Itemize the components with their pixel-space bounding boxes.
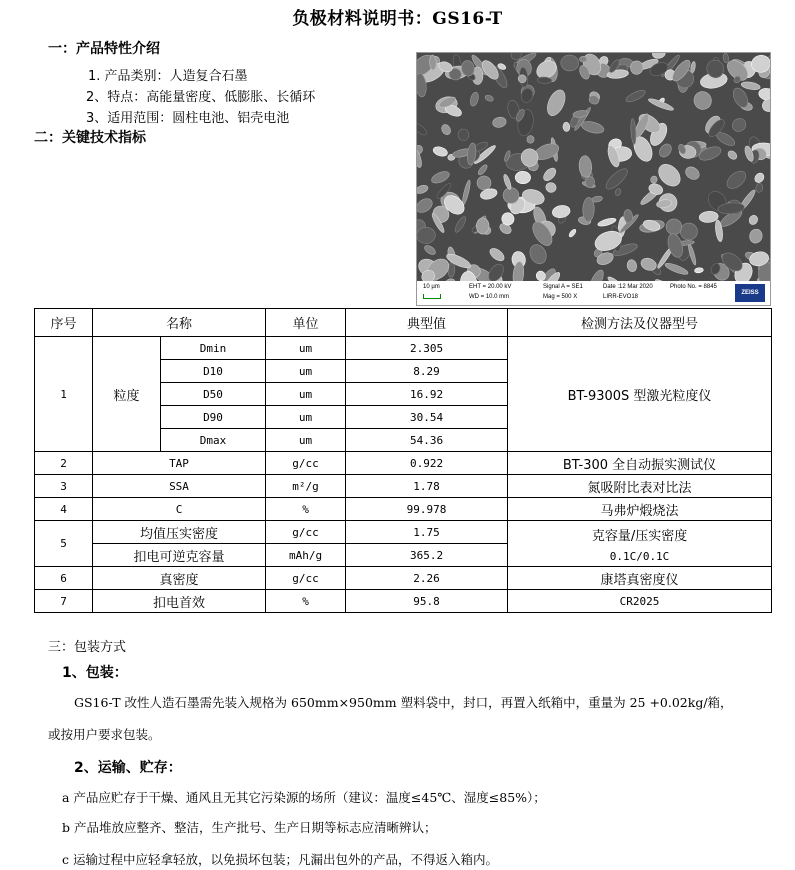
- row-number: 7: [35, 590, 93, 613]
- sem-scale-label: 10 µm: [423, 284, 440, 290]
- row-number: 5: [35, 521, 93, 567]
- unit-cell: m²/g: [266, 475, 346, 498]
- method-cell: 马弗炉煅烧法: [508, 498, 772, 521]
- sem-photo: [417, 53, 770, 281]
- storage-heading: 2、运输、贮存：: [74, 760, 182, 776]
- row-name: SSA: [93, 475, 266, 498]
- unit-cell: g/cc: [266, 521, 346, 544]
- method-cell: 康塔真密度仪: [508, 567, 772, 590]
- unit-cell: mAh/g: [266, 544, 346, 567]
- unit-cell: um: [266, 337, 346, 360]
- header-cell: 典型值: [346, 309, 508, 337]
- value-cell: 1.75: [346, 521, 508, 544]
- storage-item: c 运输过程中应轻拿轻放，以免损坏包装；凡漏出包外的产品，不得返入箱内。: [62, 852, 498, 867]
- unit-cell: um: [266, 429, 346, 452]
- value-cell: 95.8: [346, 590, 508, 613]
- header-cell: 序号: [35, 309, 93, 337]
- zeiss-logo: ZEISS: [735, 284, 765, 302]
- unit-cell: %: [266, 498, 346, 521]
- value-cell: 0.922: [346, 452, 508, 475]
- sem-scale-bar: [423, 294, 441, 299]
- row-name: TAP: [93, 452, 266, 475]
- sem-particle: [561, 55, 579, 71]
- feature-item: 3、适用范围：圆柱电池、铝壳电池: [86, 111, 290, 126]
- sub-name: D50: [161, 383, 266, 406]
- packaging-text: 或按用户要求包装。: [48, 727, 161, 742]
- row-number: 2: [35, 452, 93, 475]
- value-cell: 1.78: [346, 475, 508, 498]
- feature-item: 1. 产品类别：人造复合石墨: [88, 69, 248, 84]
- method-cell: BT-9300S 型激光粒度仪: [508, 337, 772, 452]
- method-line: 0.1C/0.1C: [609, 549, 670, 563]
- row-number: 6: [35, 567, 93, 590]
- value-cell: 30.54: [346, 406, 508, 429]
- row-number: 4: [35, 498, 93, 521]
- unit-cell: %: [266, 590, 346, 613]
- method-cell: [508, 521, 772, 567]
- table-header-row: [35, 309, 772, 337]
- value-cell: 54.36: [346, 429, 508, 452]
- sem-photo-no: Photo No. = 8845: [670, 284, 717, 290]
- storage-item: b 产品堆放应整齐、整洁，生产批号、生产日期等标志应清晰辨认；: [62, 820, 437, 835]
- method-line: 克容量/压实密度: [591, 528, 688, 544]
- spec-table: [34, 308, 772, 613]
- table-row: [35, 475, 772, 498]
- packaging-heading: 1、包装：: [62, 665, 128, 681]
- value-cell: 2.305: [346, 337, 508, 360]
- value-cell: 99.978: [346, 498, 508, 521]
- feature-item: 2、特点：高能量密度、低膨胀、长循环: [86, 90, 316, 105]
- header-cell: 名称: [93, 309, 266, 337]
- section-1-heading: 一：产品特性介绍: [48, 41, 160, 57]
- method-cell: BT-300 全自动振实测试仪: [508, 452, 772, 475]
- unit-cell: um: [266, 383, 346, 406]
- sub-name: D90: [161, 406, 266, 429]
- table-row: [35, 337, 772, 360]
- row-name: 扣电可逆克容量: [93, 544, 266, 567]
- header-cell: 单位: [266, 309, 346, 337]
- table-row: [35, 521, 772, 544]
- unit-cell: g/cc: [266, 452, 346, 475]
- row-name: 粒度: [93, 337, 161, 452]
- sem-date: Date :12 Mar 2020: [603, 284, 653, 290]
- unit-cell: um: [266, 406, 346, 429]
- packaging-text: GS16-T 改性人造石墨需先装入规格为 650mm×950mm 塑料袋中，封口，再置入纸箱中，重量为 25 +0.02kg/箱，: [74, 695, 733, 710]
- value-cell: 2.26: [346, 567, 508, 590]
- section-3-heading: 三：包装方式: [48, 640, 127, 655]
- section-2-heading: 二：关键技术指标: [34, 130, 146, 146]
- sem-signal: Signal A = SE1: [543, 284, 583, 290]
- row-number: 1: [35, 337, 93, 452]
- storage-item: a 产品应贮存于干燥、通风且无其它污染源的场所（建议：温度≤45℃、湿度≤85%）；: [62, 790, 546, 805]
- value-cell: 365.2: [346, 544, 508, 567]
- method-cell: CR2025: [508, 590, 772, 613]
- method-cell: 氮吸附比表对比法: [508, 475, 772, 498]
- sem-mag: Mag = 500 X: [543, 294, 578, 300]
- sub-name: D10: [161, 360, 266, 383]
- sem-particle: [476, 218, 489, 235]
- unit-cell: um: [266, 360, 346, 383]
- table-row: [35, 590, 772, 613]
- sem-particle: [580, 56, 587, 62]
- row-name: 扣电首效: [93, 590, 266, 613]
- value-cell: 16.92: [346, 383, 508, 406]
- header-cell: 检测方法及仪器型号: [508, 309, 772, 337]
- sem-wd: WD = 10.0 mm: [469, 294, 510, 300]
- sub-name: Dmin: [161, 337, 266, 360]
- sem-info-bar: [417, 281, 770, 305]
- row-name: 均值压实密度: [93, 521, 266, 544]
- table-row: [35, 567, 772, 590]
- row-name: C: [93, 498, 266, 521]
- sub-name: Dmax: [161, 429, 266, 452]
- value-cell: 8.29: [346, 360, 508, 383]
- sem-instrument: LIRR-EVO18: [603, 294, 639, 300]
- row-number: 3: [35, 475, 93, 498]
- sem-particle: [527, 135, 535, 143]
- sem-eht: EHT = 20.00 kV: [469, 284, 512, 290]
- table-row: [35, 498, 772, 521]
- table-row: [35, 452, 772, 475]
- document-title: 负极材料说明书：GS16-T: [292, 9, 503, 29]
- sem-micrograph: [416, 52, 771, 306]
- row-name: 真密度: [93, 567, 266, 590]
- unit-cell: g/cc: [266, 567, 346, 590]
